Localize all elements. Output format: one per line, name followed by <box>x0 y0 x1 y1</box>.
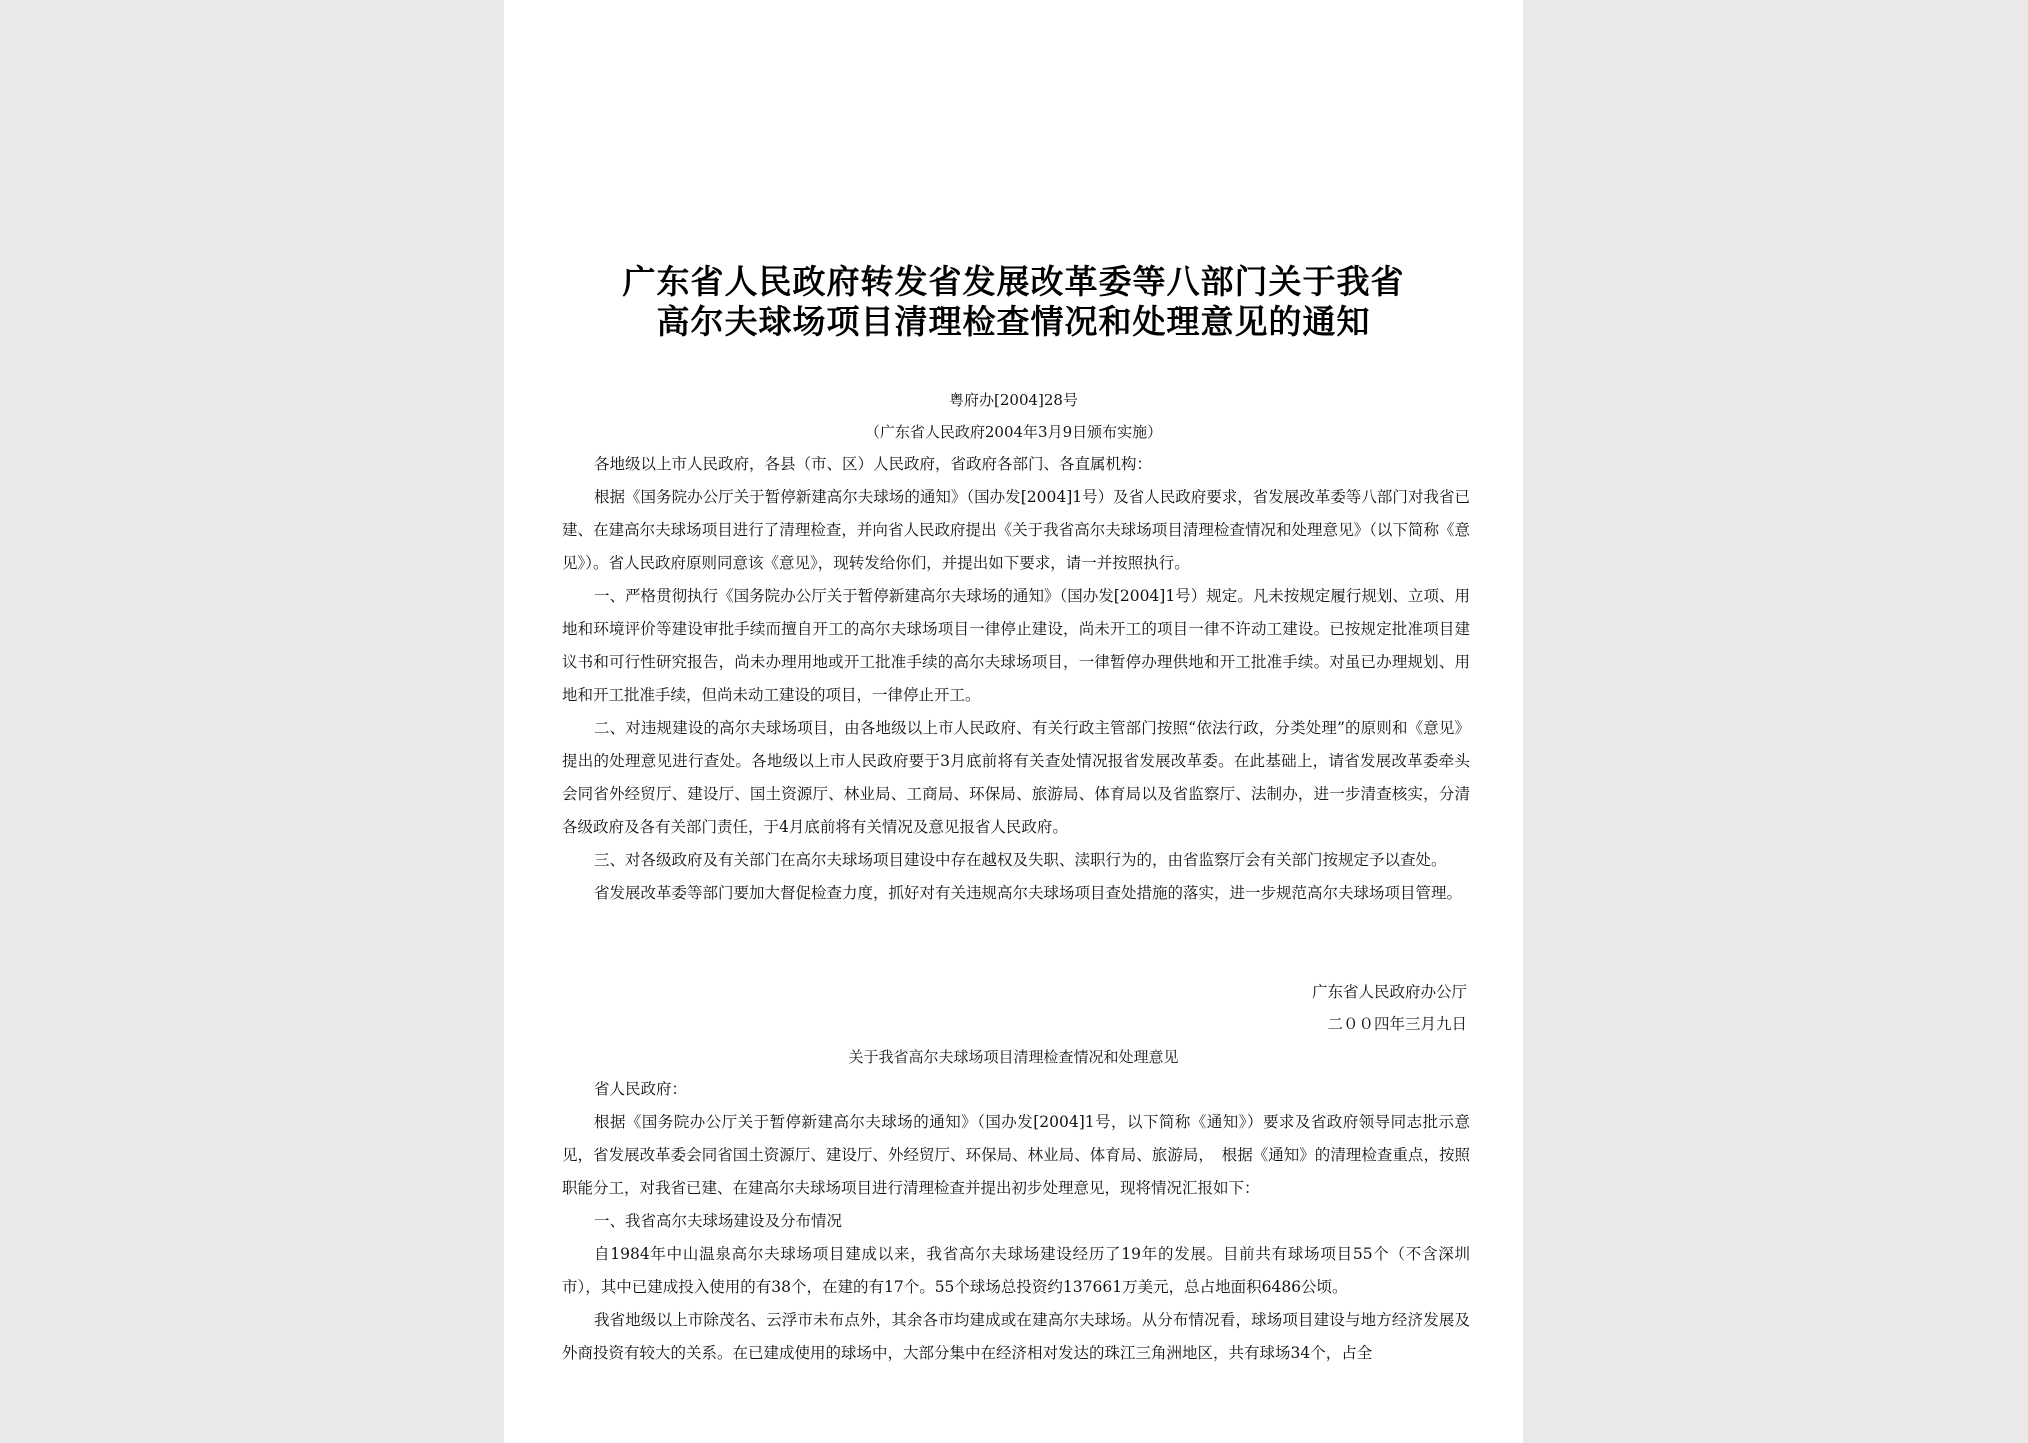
document-number: 粤府办[2004]28号 <box>949 391 1078 409</box>
main-body <box>562 448 1470 910</box>
attachment-title: 关于我省高尔夫球场项目清理检查情况和处理意见 <box>848 1048 1179 1066</box>
attachment-paragraph-1: 根据《国务院办公厅关于暂停新建高尔夫球场的通知》（国办发[2004]1号，以下简称《通知》）要求及省政府领导同志批示意见，省发展改革委会同省国土资源厅、建设厅、外经贸厅、环保局、林业局、体育局、旅游局， 根据《通知》的清理检查重点，按照职能分工，对我省已建、在建高尔夫球场项目进行清理检查并提出初步处理意见，现将情况汇报如下： <box>562 1113 1470 1197</box>
paragraph-item-3: 三、对各级政府及有关部门在高尔夫球场项目建设中存在越权及失职、渎职行为的，由省监察厅会有关部门按规定予以查处。 <box>594 851 1447 869</box>
title-line-1: 广东省人民政府转发省发展改革委等八部门关于我省 <box>622 262 1405 301</box>
signature-date: 二００四年三月九日 <box>1327 1015 1467 1033</box>
paragraph-item-2: 二、对违规建设的高尔夫球场项目，由各地级以上市人民政府、有关行政主管部门按照“依法行政，分类处理”的原则和《意见》提出的处理意见进行查处。各地级以上市人民政府要于3月底前将有关查处情况报省发展改革委。在此基础上，请省发展改革委牵头会同省外经贸厅、建设厅、国土资源厅、林业局、工商局、环保局、旅游局、体育局以及省监察厅、法制办，进一步清查核实，分清各级政府及各有关部门责任，于4月底前将有关情况及意见报省人民政府。 <box>562 719 1470 836</box>
paragraph-intro: 根据《国务院办公厅关于暂停新建高尔夫球场的通知》（国办发[2004]1号）及省人民政府要求，省发展改革委等八部门对我省已建、在建高尔夫球场项目进行了清理检查，并向省人民政府提出《关于我省高尔夫球场项目清理检查情况和处理意见》（以下简称《意见》）。省人民政府原则同意该《意见》，现转发给你们，并提出如下要求，请一并按照执行。 <box>562 488 1470 572</box>
document-page <box>504 0 1523 1443</box>
attachment-paragraph-3: 我省地级以上市除茂名、云浮市未布点外，其余各市均建成或在建高尔夫球场。从分布情况看，球场项目建设与地方经济发展及外商投资有较大的关系。在已建成使用的球场中，大部分集中在经济相对发达的珠江三角洲地区，共有球场34个，占全 <box>562 1311 1470 1362</box>
addressee: 各地级以上市人民政府，各县（市、区）人民政府，省政府各部门、各直属机构： <box>594 455 1153 473</box>
document-title <box>504 262 1523 342</box>
attachment-addressee: 省人民政府： <box>594 1080 688 1098</box>
issue-note: （广东省人民政府2004年3月9日颁布实施） <box>864 423 1163 441</box>
paragraph-closing: 省发展改革委等部门要加大督促检查力度，抓好对有关违规高尔夫球场项目查处措施的落实，进一步规范高尔夫球场项目管理。 <box>594 884 1463 902</box>
title-line-2: 高尔夫球场项目清理检查情况和处理意见的通知 <box>656 302 1371 341</box>
signature-org: 广东省人民政府办公厅 <box>1311 983 1467 1001</box>
attachment-heading-1: 一、我省高尔夫球场建设及分布情况 <box>594 1212 843 1230</box>
attachment-body <box>562 1073 1470 1370</box>
attachment-paragraph-2: 自1984年中山温泉高尔夫球场项目建成以来，我省高尔夫球场建设经历了19年的发展。目前共有球场项目55个（不含深圳市），其中已建成投入使用的有38个，在建的有17个。55个球场总投资约137661万美元，总占地面积6486公顷。 <box>562 1245 1470 1296</box>
paragraph-item-1: 一、严格贯彻执行《国务院办公厅关于暂停新建高尔夫球场的通知》（国办发[2004]1号）规定。凡未按规定履行规划、立项、用地和环境评价等建设审批手续而擅自开工的高尔夫球场项目一律停止建设，尚未开工的项目一律不许动工建设。已按规定批准项目建议书和可行性研究报告，尚未办理用地或开工批准手续的高尔夫球场项目，一律暂停办理供地和开工批准手续。对虽已办理规划、用地和开工批准手续，但尚未动工建设的项目，一律停止开工。 <box>562 587 1470 704</box>
